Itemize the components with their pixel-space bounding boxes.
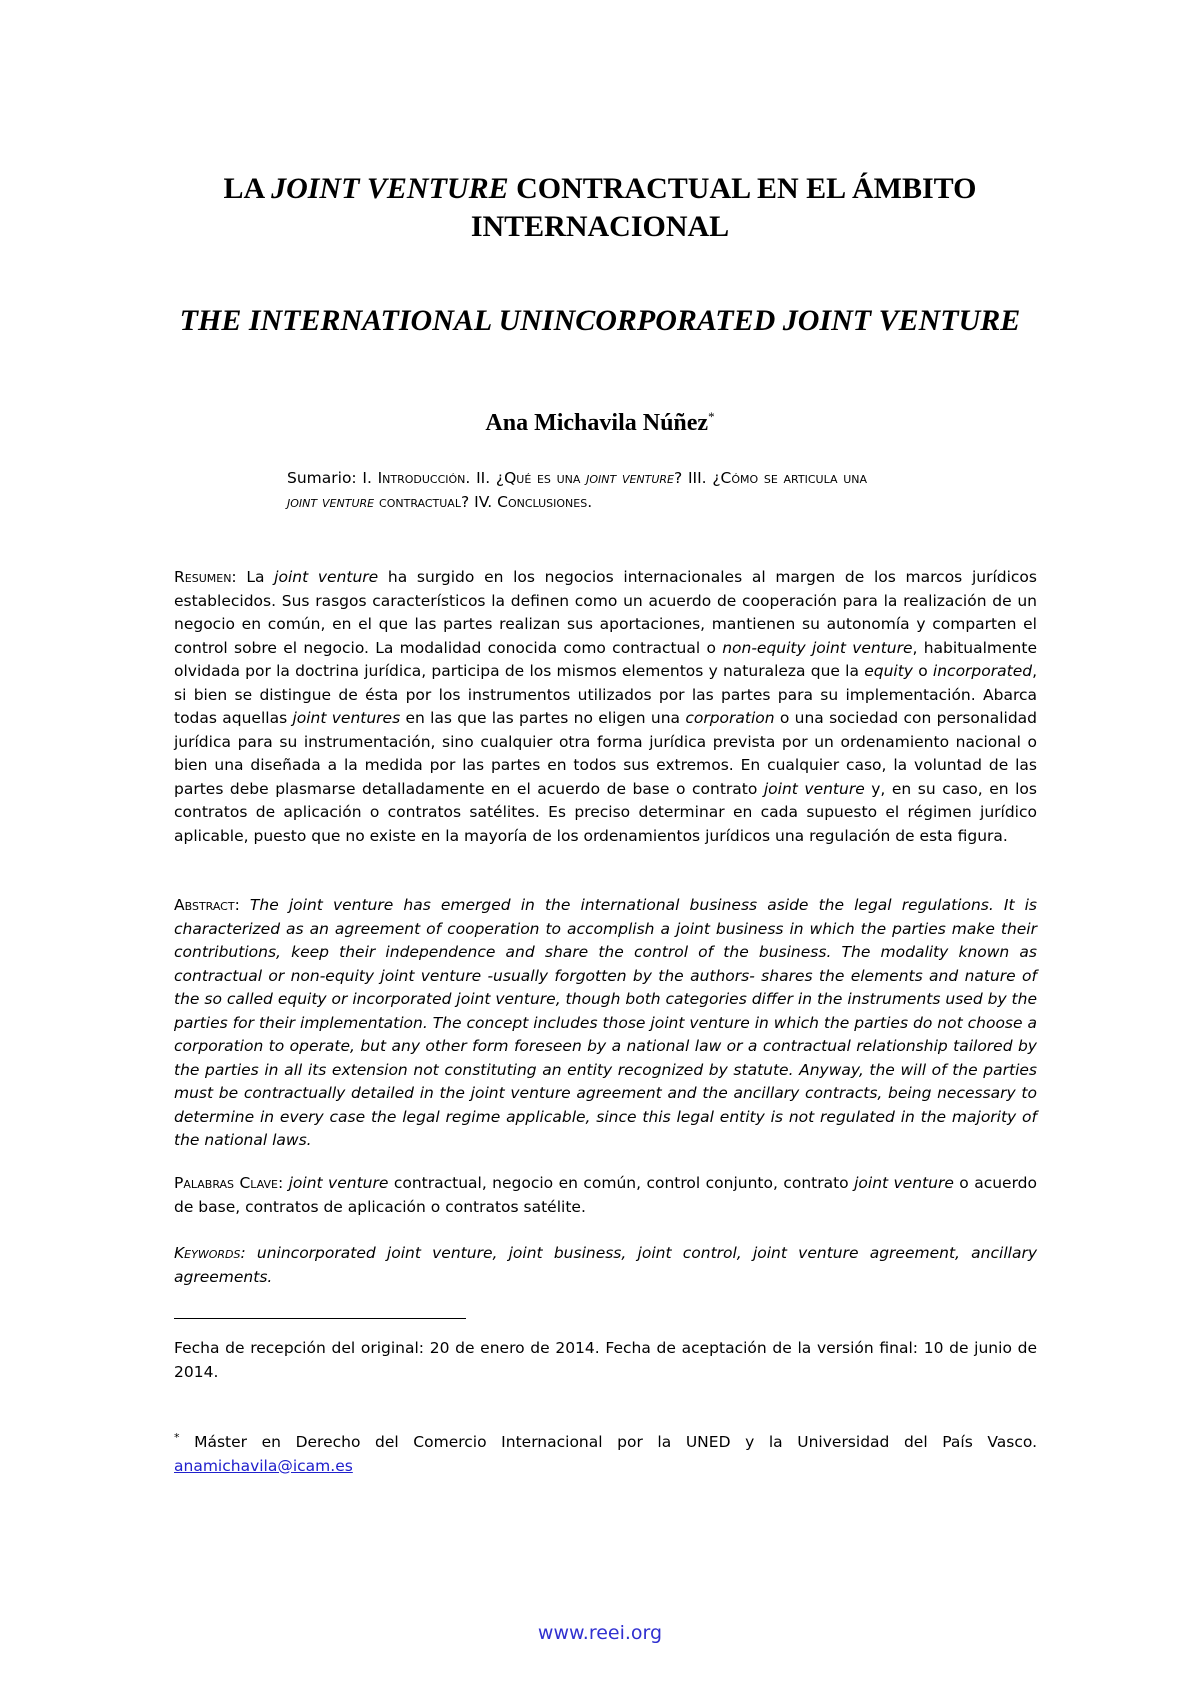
resumen-paragraph: Resumen: La joint venture ha surgido en los negocios internacionales al margen de los marcos jurídicos establecidos. Sus rasgos característicos la definen como un acuerdo de cooperación para la realización de un negocio en común, en el que las partes realizan sus aportaciones, mantienen su autonomía y comparten el control sobre el negocio. La modalidad conocida como contractual o non-equity joint venture, habitualmente olvidada por la doctrina jurídica, participa de los mismos elementos y naturaleza que la equity o incorporated, si bien se distingue de ésta por los instrumentos utilizados por las partes para su implementación. Abarca todas aquellas joint ventures en las que las partes no eligen una corporation o una sociedad con personalidad jurídica para su instrumentación, sino cualquier otra forma jurídica prevista por un ordenamiento nacional o bien una diseñada a la medida por las partes en todos sus extremos. En cualquier caso, la voluntad de las partes debe plasmarse detalladamente en el acuerdo de base o contrato joint venture y, en su caso, en los contratos de aplicación o contratos satélites. Es preciso determinar en cada supuesto el régimen jurídico aplicable, puesto que no existe en la mayoría de los ordenamientos jurídicos una regulación de esta figura.: [174, 568, 1038, 845]
footer-site-link[interactable]: www.reei.org: [537, 1622, 663, 1644]
author-footnote-mark: *: [708, 409, 715, 424]
summary-item-3: III. ¿Cómo se articula una joint venture contractual?: [287, 469, 867, 511]
footnote-author: * Máster en Derecho del Comercio Internacional por la UNED y la Universidad del País Vasco. anamichavila@icam.es: [174, 1430, 1037, 1475]
resumen-label: Resumen:: [174, 568, 237, 586]
footnote-separator: [174, 1318, 466, 1319]
summary-item-2: II. ¿Qué es una joint venture?: [476, 469, 683, 487]
keywords-paragraph: Keywords: unincorporated joint venture, joint business, joint control, joint venture agreement, ancillary agreements.: [174, 1244, 1037, 1286]
keywords-label: Keywords:: [174, 1244, 246, 1262]
summary-item-4: IV. Conclusiones.: [474, 493, 593, 511]
title-english: THE INTERNATIONAL UNINCORPORATED JOINT VENTURE: [179, 304, 1021, 337]
author-email-link[interactable]: anamichavila@icam.es: [174, 1456, 353, 1475]
author-name: Ana Michavila Núñez: [485, 410, 709, 436]
abstract-paragraph: Abstract: The joint venture has emerged in the international business aside the legal regulations. It is characterized as an agreement of cooperation to accomplish a joint business in which the parties make their contributions, keep their independence and share the control of the business. The modality known as contractual or non-equity joint venture -usually forgotten by the authors- shares the elements and nature of the so called equity or incorporated joint venture, though both categories differ in the instruments used by the parties for their implementation. The concept includes those joint venture in which the parties do not choose a corporation to operate, but any other form foreseen by a national law or a contractual relationship tailored by the parties in all its extension not constituting an entity recognized by statute. Anyway, the will of the parties must be contractually detailed in the joint venture agreement and the ancillary contracts, being necessary to determine in every case the legal regime applicable, since this legal entity is not regulated in the majority of the national laws.: [174, 896, 1037, 1149]
palabras-clave-label: Palabras Clave:: [174, 1174, 284, 1192]
palabras-clave-paragraph: Palabras Clave: joint venture contractual, negocio en común, control conjunto, contrato joint venture o acuerdo de base, contratos de aplicación o contratos satélite.: [174, 1174, 1037, 1216]
abstract-label: Abstract:: [174, 896, 240, 914]
title-italic-term: JOINT VENTURE: [271, 172, 509, 205]
title-spanish: LA JOINT VENTURE CONTRACTUAL EN EL ÁMBITO INTERNACIONAL: [223, 172, 977, 243]
author: [160, 410, 1040, 437]
summary-label: Sumario:: [287, 469, 357, 487]
footnote-dates: Fecha de recepción del original: 20 de enero de 2014. Fecha de aceptación de la versión final: 10 de junio de 2014.: [174, 1339, 1037, 1381]
summary: [287, 466, 867, 514]
summary-item-1: I. Introducción.: [362, 469, 471, 487]
footnote-author-mark: *: [174, 1430, 180, 1444]
